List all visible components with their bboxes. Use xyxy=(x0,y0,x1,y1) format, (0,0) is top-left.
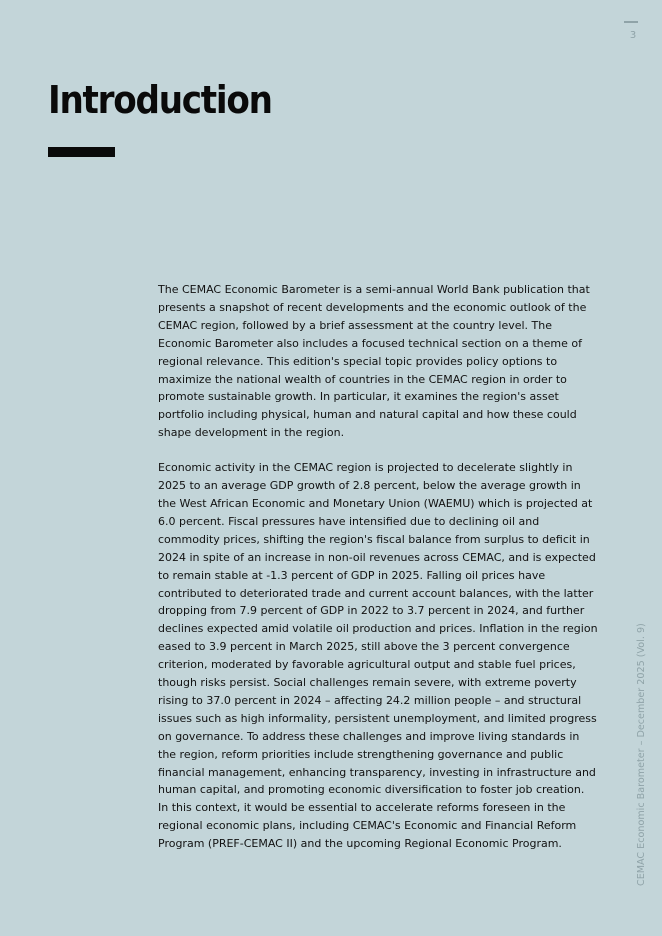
title-underline-bar xyxy=(48,147,115,157)
page-title: Introduction xyxy=(48,78,272,122)
intro-paragraph-2: Economic activity in the CEMAC region is projected to decelerate slightly in 2025 to an average GDP growth of 2.8 percent, below the average growth in the West African Economic and Monetary Union (WAEMU) which is projected at 6.0 percent. Fiscal pressures have intensified due to declining oil and commodity prices, shifting the region's fiscal balance from surplus to deficit in 2024 in spite of an increase in non-oil revenues across CEMAC, and is expected to remain stable at -1.3 percent of GDP in 2025. Falling oil prices have contributed to deteriorated trade and current account balances, with the latter dropping from 7.9 percent of GDP in 2022 to 3.7 percent in 2024, and further declines expected amid volatile oil production and prices. Inflation in the region eased to 3.9 percent in March 2025, still above the 3 percent convergence criterion, moderated by favorable agricultural output and stable fuel prices, though risks persist. Social challenges remain severe, with extreme poverty rising to 37.0 percent in 2024 – affecting 24.2 million people – and structural issues such as high informality, persistent unemployment, and limited progress on governance. To address these challenges and improve living standards in the region, reform priorities include strengthening governance and public financial management, enhancing transparency, investing in infrastructure and human capital, and promoting economic diversification to foster job creation. In this context, it would be essential to accelerate reforms foreseen in the regional economic plans, including CEMAC's Economic and Financial Reform Program (PREF-CEMAC II) and the upcoming Regional Economic Program. xyxy=(158,461,598,851)
running-footer: CEMAC Economic Barometer – December 2025 (Vol. 9) xyxy=(636,623,647,886)
body-text xyxy=(158,281,598,870)
intro-paragraph-1: The CEMAC Economic Barometer is a semi-annual World Bank publication that presents a snapshot of recent developments and the economic outlook of the CEMAC region, followed by a brief assessment at the country level. The Economic Barometer also includes a focused technical section on a theme of regional relevance. This edition's special topic provides policy options to maximize the national wealth of countries in the CEMAC region in order to promote sustainable growth. In particular, it examines the region's asset portfolio including physical, human and natural capital and how these could shape development in the region. xyxy=(158,283,590,440)
page-number-rule xyxy=(624,21,638,23)
page-number: 3 xyxy=(629,30,637,41)
